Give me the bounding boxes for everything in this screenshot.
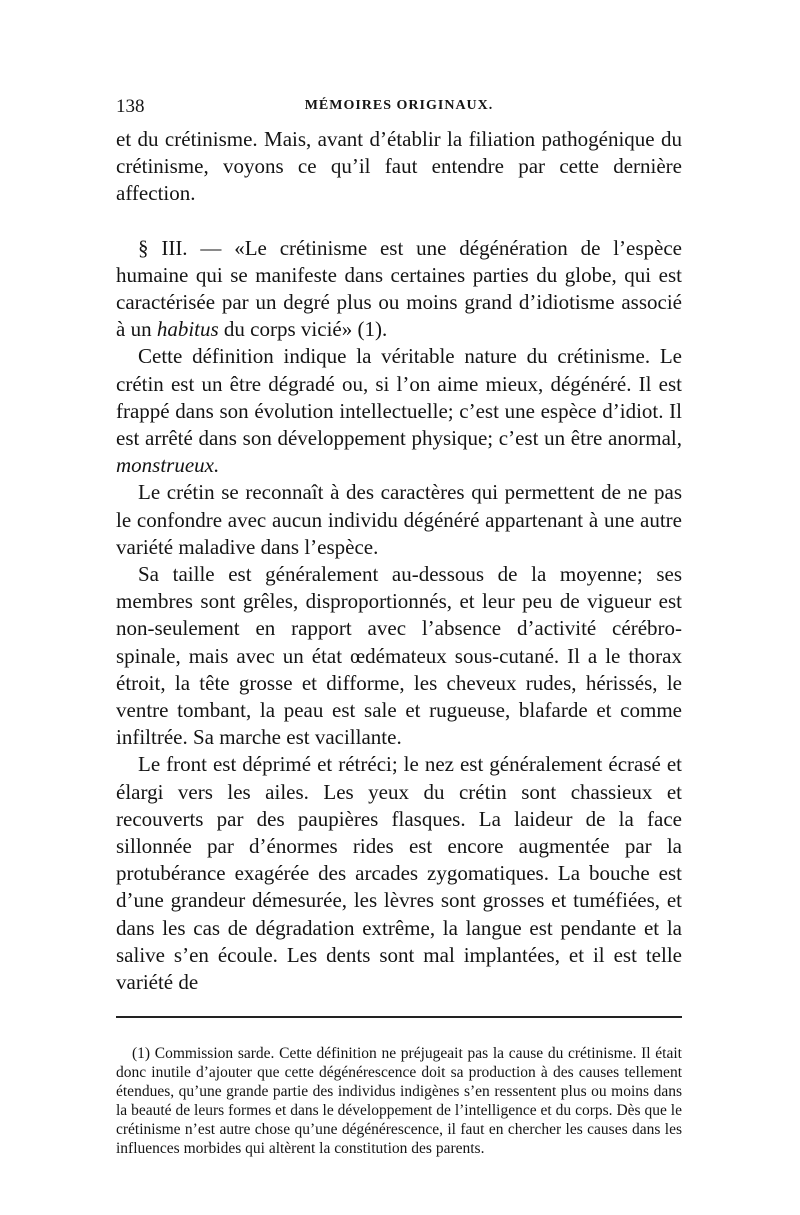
footnote-divider xyxy=(116,1016,682,1018)
paragraph-2-text-a: § III. — «Le crétinisme est une dégénération de l’espèce humaine qui se manifeste dans certaines parties du globe, qui est caractérisée par un degré plus ou moins grand d’idiotisme associé à un xyxy=(116,235,682,342)
paragraph-6: Le front est déprimé et rétréci; le nez est généralement écrasé et élargi vers les ailes. Les yeux du crétin sont chassieux et recouverts par des paupières flasques. La laideur de la face sillonnée par d’énormes rides est encore augmentée par la protubérance exagérée des arcades zygomatiques. La bouche est d’une grandeur démesurée, les lèvres sont grosses et tuméfiées, et dans les cas de dégradation extrême, la langue est pendante et la salive s’en écoule. Les dents sont mal implantées, et il est telle variété de xyxy=(116,752,682,995)
paragraph-5: Sa taille est généralement au-dessous de la moyenne; ses membres sont grêles, disproportionnés, et leur peu de vigueur est non-seulement en rapport avec l’absence d’activité cérébro-spinale, mais avec un état œdémateux sous-cutané. Il a le thorax étroit, la tête grosse et difforme, les cheveux rudes, hérissés, le ventre tombant, la peau est sale et rugueuse, blafarde et comme infiltrée. Sa marche est vacillante. xyxy=(116,562,682,750)
paragraph-3 xyxy=(116,343,682,479)
body-text xyxy=(116,126,682,996)
paragraph-section-3 xyxy=(116,235,682,344)
paragraph-3-italic: monstrueux. xyxy=(116,453,220,478)
paragraph-4: Le crétin se reconnaît à des caractères qui permettent de ne pas le confondre avec aucun individu dégénéré appartenant à une autre variété maladive dans l’espèce. xyxy=(116,480,682,559)
page-number: 138 xyxy=(116,96,145,117)
footnote: (1) Commission sarde. Cette définition ne préjugeait pas la cause du crétinisme. Il était donc inutile d’ajouter que cette dégénérescence doit sa production à des causes tellement étendues, qu’une grande partie des individus indigènes s’en ressentent plus ou moins dans la beauté de leurs formes et dans le développement de l’intelligence et du corps. Dès que le crétinisme n’est autre chose qu’une dégénérescence, il faut en chercher les causes dans les influences morbides qui altèrent la constitution des parents. xyxy=(116,1045,682,1158)
running-title: MÉMOIRES ORIGINAUX. xyxy=(304,98,494,113)
running-head xyxy=(116,92,682,126)
book-page xyxy=(116,92,682,1174)
paragraph-1: et du crétinisme. Mais, avant d’établir la filiation pathogénique du crétinisme, voyons ce qu’il faut entendre par cette dernière affection. xyxy=(116,127,682,206)
paragraph-2-text-b: du corps vicié» (1). xyxy=(218,317,388,342)
paragraph-2-italic: habitus xyxy=(156,317,219,342)
paragraph-3-text: Cette définition indique la véritable nature du crétinisme. Le crétin est un être dégradé ou, si l’on aime mieux, dégénéré. Il est frappé dans son évolution intellectuelle; c’est une espèce d’idiot. Il est arrêté dans son développement physique; c’est un être anormal, xyxy=(116,344,682,451)
